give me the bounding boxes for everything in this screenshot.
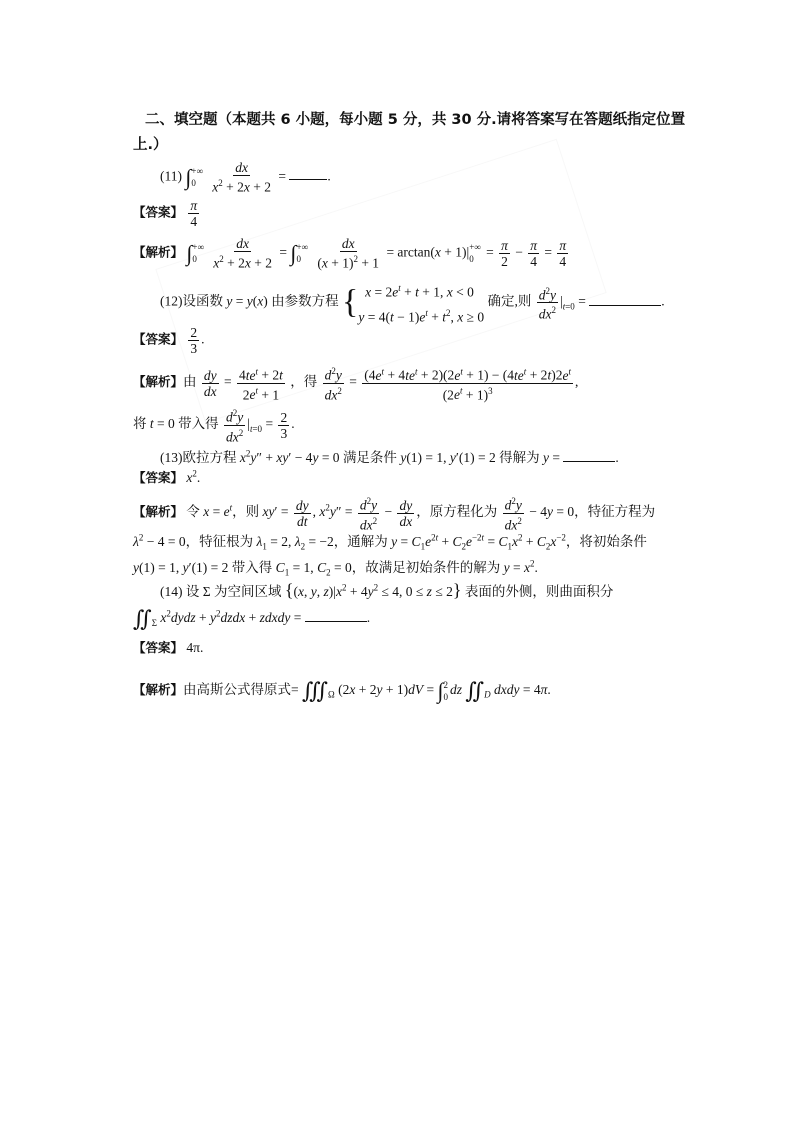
q11-answer: 【答案】 $\frac{\pi}{4}$ — [133, 198, 198, 229]
analysis-tag: 【解析】 — [133, 244, 184, 260]
q11-analysis: 【解析】 ∫ +∞ 0 $\frac{dx}{x^2 + 2x + 2}$ = ∫ +∞ 0 $\frac{dx}{(x + 1)^2 + 1}$ = arctan(x + 1)| +∞ 0 = $\frac{\pi}{2}$ − $\frac{\pi}{4}$ = $\frac{\pi}{4}$ — [133, 236, 567, 271]
q14-blank[interactable] — [305, 621, 367, 622]
q13-analysis-line2: $\lambda^2 - 4 = 0$，特征根为 $\lambda_1 = 2$, $\lambda_2 = -2$，通解为 $y = C_1e^{2t} + C_2e^{-2t} = C_1x^2 + C_2x^{-2}$，将初始条件 — [133, 532, 647, 552]
section-title-line2: 上.） — [133, 137, 168, 153]
q12-analysis: 【解析】由 $\frac{dy}{dx}$ = $\frac{4te^t + 2t}{2e^t + 1}$ ，得 $\frac{d^2y}{dx^2}$ = $\frac{(4e^t + 4te^t + 2)(2e^t + 1) - (4te^t + 2t)2e^t}{(2e^t + 1)^3}$ , — [133, 366, 579, 402]
q13-analysis-line1: 【解析】 令 $x = e^t$，则 xy′ = $\frac{dy}{dt}$ , $x^2y''$ = $\frac{d^2y}{dx^2}$ − $\frac{dy}{dx}$ ，原方程化为 $\frac{d^2y}{dx^2}$ − 4y = 0，特征方程为 — [133, 496, 656, 532]
q11-blank[interactable] — [289, 179, 327, 180]
q13-answer: 【答案】 $x^2$. — [133, 468, 201, 485]
q12-substitute: 将 t = 0 带入得 $\frac{d^2y}{dx^2}$ $|_{t=0}$ = $\frac{2}{3}$ . — [133, 408, 295, 444]
section-title-line1: 二、填空题（本题共 6 小题，每小题 5 分，共 30 分.请将答案写在答题纸指定位置 — [145, 112, 686, 128]
q14-answer-value: 4π — [186, 640, 200, 655]
answer-tag: 【答案】 — [133, 204, 184, 220]
q14-analysis: 【解析】由高斯公式得原式= $∭_\Omega$ (2x + 2y + 1)dV = ∫ 2 0 dz $∬_D$ dxdy = 4π. — [133, 677, 551, 703]
q11-number: (11) — [160, 168, 182, 184]
q14-question-line2: $∬_\Sigma$ $x^2dydz$ + $y^2dzdx$ + zdxdy = . — [133, 606, 371, 631]
q14-number: (14) — [160, 584, 183, 599]
q13-blank[interactable] — [563, 461, 615, 462]
q11-question: (11) ∫ +∞ 0 $\frac{dx}{x^2 + 2x + 2}$ = . — [160, 160, 331, 195]
q13-number: (13) — [160, 450, 183, 465]
q12-question: (12)设函数 y = y(x) 由参数方程 { $x = 2e^t + t + 1$, x < 0 $y = 4(t - 1)e^t + t^2$, x ≥ 0 确定,则 $\frac{d^2y}{dx^2}$ $|_{t=0}$ = . — [160, 283, 665, 324]
q12-answer: 【答案】 $\frac{2}{3}$ . — [133, 325, 205, 356]
q12-blank[interactable] — [589, 305, 661, 306]
q12-number: (12) — [160, 293, 183, 309]
q13-question: (13)欧拉方程 $x^2y'' + xy' - 4y = 0$ 满足条件 y(1) = 1, y′(1) = 2 得解为 y = . — [160, 448, 619, 465]
q14-question-line1: (14) 设 Σ 为空间区域 {(x, y, $z)|x^2 + 4y^2 \le 4$, 0 ≤ z ≤ 2} 表面的外侧，则曲面积分 — [160, 580, 614, 600]
q14-answer: 【答案】 4π. — [133, 640, 204, 655]
q13-analysis-line3: y(1) = 1, y′(1) = 2 带入得 $C_1 = 1$, $C_2 = 0$，故满足初始条件的解为 $y = x^2$. — [133, 558, 538, 578]
